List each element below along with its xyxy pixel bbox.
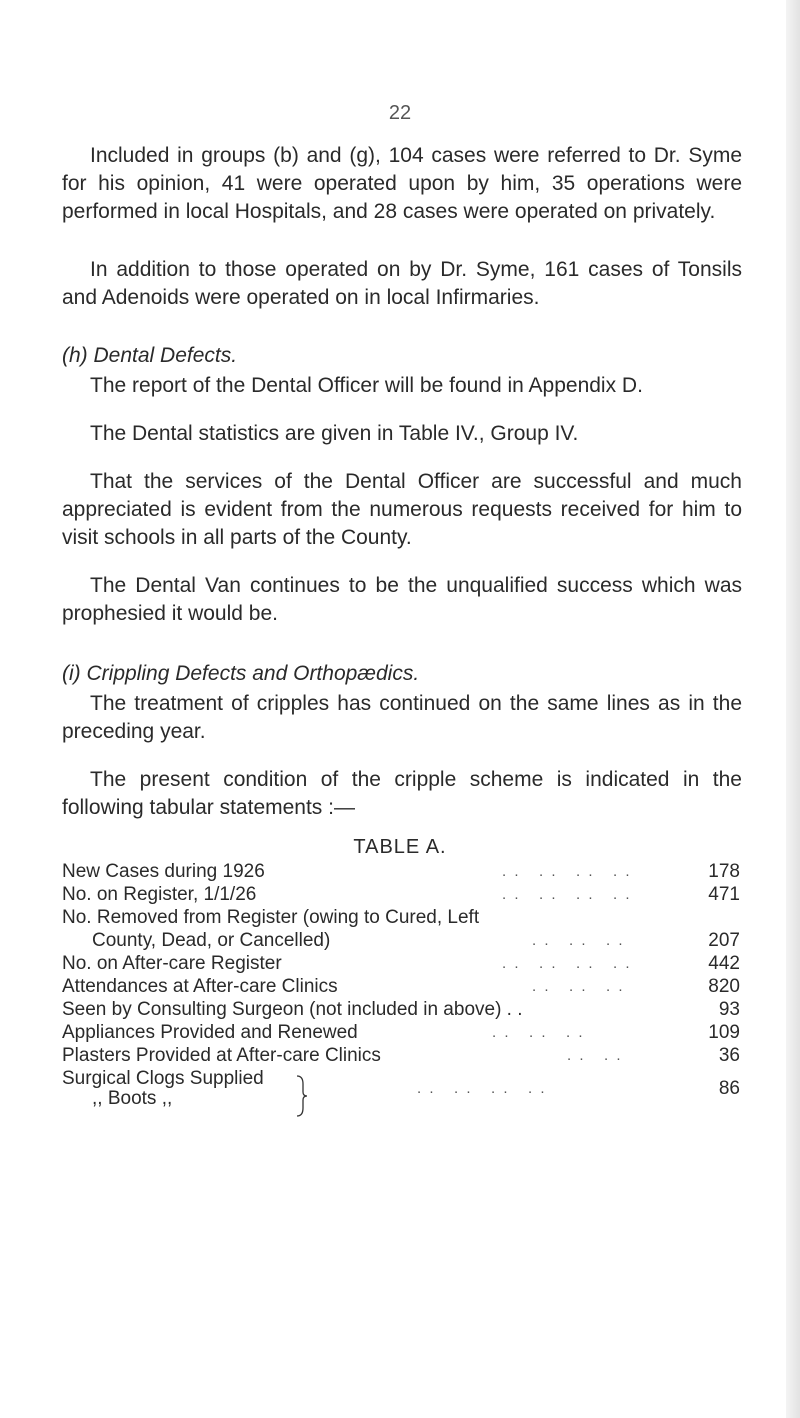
dot-leader: . . . . . . xyxy=(532,978,625,995)
dot-leader: . . . . . . . . xyxy=(417,1080,547,1097)
page-edge-shadow xyxy=(786,0,800,1418)
table-row xyxy=(62,906,740,929)
row-label: Seen by Consulting Surgeon (not included in above) . . xyxy=(62,999,523,1020)
row-value: 207 xyxy=(708,930,740,951)
row-label: Plasters Provided at After-care Clinics xyxy=(62,1045,381,1066)
paragraph-referrals: Included in groups (b) and (g), 104 cases were referred to Dr. Syme for his opinion, 41 were operated upon by him, 35 operations were performed in local Hospitals, and 28 cases were operated on privately. xyxy=(62,144,742,223)
dot-leader: . . . . . . . . xyxy=(502,863,632,880)
dot-leader: . . . . xyxy=(567,1047,623,1064)
table-row xyxy=(62,952,740,975)
paragraph-dental-officer: That the services of the Dental Officer are successful and much appreciated is evident from the numerous requests received for him to visit schools in all parts of the County. xyxy=(62,470,742,549)
row-value: 820 xyxy=(708,976,740,997)
section-dental-defects xyxy=(62,342,742,628)
dot-leader: . . . . . . . . xyxy=(502,886,632,903)
table-title: TABLE A. xyxy=(353,836,447,858)
brace-icon xyxy=(294,1074,308,1118)
row-label: New Cases during 1926 xyxy=(62,861,265,882)
table-a xyxy=(62,860,740,1110)
table-row xyxy=(62,1021,740,1044)
dot-leader: . . . . . . xyxy=(532,932,625,949)
row-value: 178 xyxy=(708,861,740,882)
row-value: 442 xyxy=(708,953,740,974)
row-label: County, Dead, or Cancelled) xyxy=(92,930,331,951)
paragraph-dental-statistics: The Dental statistics are given in Table IV., Group IV. xyxy=(90,422,579,445)
row-value: 109 xyxy=(708,1022,740,1043)
row-label: No. Removed from Register (owing to Cured, Left xyxy=(62,907,480,928)
table-row xyxy=(62,1044,740,1067)
row-value: 86 xyxy=(718,1078,740,1099)
table-row xyxy=(62,998,740,1021)
table-row xyxy=(62,975,740,998)
row-label: No. on After-care Register xyxy=(62,953,282,974)
row-label: ,, Boots ,, xyxy=(92,1088,173,1109)
section-crippling-defects xyxy=(62,660,742,822)
dot-leader: . . . . . . xyxy=(492,1024,585,1041)
row-label: Appliances Provided and Renewed xyxy=(62,1022,358,1043)
section-heading: (h) Dental Defects. xyxy=(62,344,238,367)
row-label: No. on Register, 1/1/26 xyxy=(62,884,257,905)
paragraph-dental-report: The report of the Dental Officer will be found in Appendix D. xyxy=(90,374,643,397)
paragraph-cripples-treatment: The treatment of cripples has continued on the same lines as in the preceding year. xyxy=(62,692,742,743)
row-value: 471 xyxy=(708,884,740,905)
paragraph-cripple-scheme: The present condition of the cripple scheme is indicated in the following tabular statements :— xyxy=(62,768,742,819)
table-row xyxy=(62,860,740,883)
row-value: 93 xyxy=(718,999,740,1020)
paragraph-tonsils: In addition to those operated on by Dr. Syme, 161 cases of Tonsils and Adenoids were operated on in local Infirmaries. xyxy=(62,258,742,309)
paragraph-dental-van: The Dental Van continues to be the unqualified success which was prophesied it would be. xyxy=(62,574,742,625)
row-label: Attendances at After-care Clinics xyxy=(62,976,338,997)
table-row xyxy=(62,929,740,952)
table-row xyxy=(62,883,740,906)
section-heading: (i) Crippling Defects and Orthopædics. xyxy=(62,662,420,685)
row-value: 36 xyxy=(718,1045,740,1066)
row-label: Surgical Clogs Supplied xyxy=(62,1068,264,1089)
table-row xyxy=(62,1087,740,1110)
dot-leader: . . . . . . . . xyxy=(502,955,632,972)
page-number: 22 xyxy=(388,102,412,124)
